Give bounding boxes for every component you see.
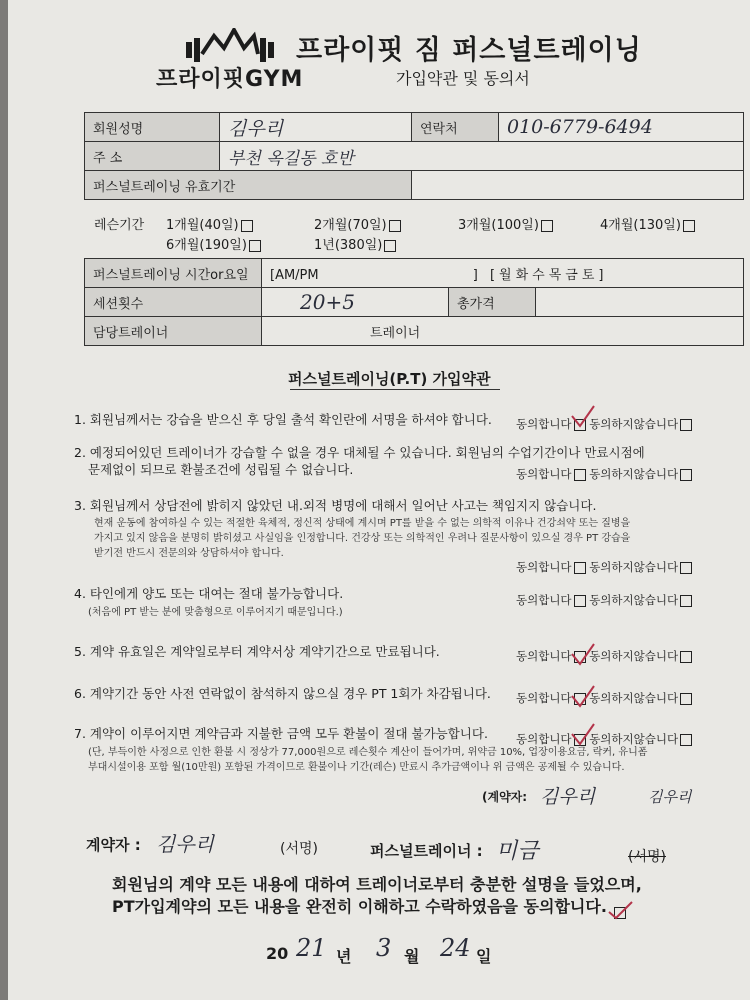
agreement-statement: 회원님의 계약 모든 내용에 대하여 트레이너로부터 충분한 설명을 들었으며, PT가입계약의 모든 내용을 완전히 이해하고 수락하였음을 동의합니다. [112, 875, 642, 916]
term-item: 5. 계약 유효일은 계약일로부터 계약서상 계약기간으로 만료됩니다. [74, 644, 440, 659]
checkbox[interactable] [680, 651, 692, 663]
time-bracket: ] [472, 267, 478, 283]
trainer-signature[interactable]: 미금 [496, 839, 539, 864]
checkbox[interactable] [680, 693, 692, 705]
term-note: 받기전 반드시 전문의와 상담하셔야 합니다. [94, 548, 284, 559]
time-label: 퍼스널트레이닝 시간or요일 [85, 259, 262, 288]
contractor-signature[interactable]: 김우리 [648, 788, 692, 806]
checkbox[interactable] [574, 562, 586, 574]
lesson-option[interactable]: 4개월(130일) [600, 214, 695, 233]
logo-text: 프라이핏GYM [156, 67, 304, 92]
name-label: 회원성명 [85, 113, 220, 142]
time-value[interactable]: [AM/PM [270, 267, 319, 283]
checkbox[interactable] [541, 220, 553, 232]
lesson-option[interactable]: 6개월(190일) [166, 234, 261, 253]
agree-option[interactable]: 동의합니다 동의하지않습니다 [516, 416, 692, 432]
checkbox[interactable] [680, 595, 692, 607]
checkbox[interactable] [241, 220, 253, 232]
session-label: 세션횟수 [85, 288, 262, 317]
days-value[interactable]: [월화수목금토] [489, 267, 608, 283]
lesson-option[interactable]: 1개월(40일) [166, 214, 253, 233]
term-item: 7. 계약이 이루어지면 계약금과 지불한 금액 모두 환불이 절대 불가능합니다. [74, 726, 488, 741]
bottom-contractor-label: 계약자 : [86, 836, 141, 854]
date-prefix: 20 [266, 944, 289, 963]
term-item: 2. 예정되어있던 트레이너가 강습할 수 없을 경우 대체될 수 있습니다. 회원님의 수업기간이나 만료시점에 [74, 445, 645, 460]
agree-option[interactable]: 동의합니다 동의하지않습니다 [516, 731, 692, 747]
checkbox[interactable] [680, 562, 692, 574]
term-item: 6. 계약기간 동안 사전 연락없이 참석하지 않으실 경우 PT 1회가 차감됩니다. [74, 686, 491, 701]
page-title: 프라이핏 짐 퍼스널트레이닝 [296, 35, 642, 66]
term-item: 3. 회원님께서 상담전에 밝히지 않았던 내.외적 병명에 대해서 일어난 사고는 책임지지 않습니다. [74, 498, 597, 513]
lesson-option[interactable]: 2개월(70일) [314, 214, 401, 233]
check-mark-icon [606, 898, 636, 922]
term-item: 4. 타인에게 양도 또는 대여는 절대 불가능합니다. [74, 586, 344, 601]
trainer-value[interactable]: 트레이너 [370, 325, 421, 341]
date-year[interactable]: 21 [296, 934, 327, 962]
price-label: 총가격 [449, 288, 536, 317]
date-month[interactable]: 3 [376, 934, 392, 962]
price-value[interactable] [536, 288, 744, 317]
divider [290, 389, 500, 390]
agree-option[interactable]: 동의합니다 동의하지않습니다 [516, 648, 692, 664]
checkbox[interactable] [574, 469, 586, 481]
member-info-table [84, 112, 744, 200]
agree-option[interactable]: 동의합니다 동의하지않습니다 [516, 592, 692, 608]
date-month-unit: 월 [404, 947, 420, 966]
checkbox[interactable] [574, 595, 586, 607]
trainer-sign-label: (서명) [628, 849, 666, 865]
check-mark-icon [568, 640, 598, 670]
check-mark-icon [568, 720, 598, 750]
checkbox[interactable] [680, 469, 692, 481]
sign-label: (서명) [280, 841, 318, 857]
checkbox[interactable] [389, 220, 401, 232]
page-subtitle: 가입약관 및 동의서 [396, 69, 530, 88]
date-day[interactable]: 24 [440, 934, 471, 962]
check-mark-icon [568, 402, 598, 432]
session-value[interactable]: 20+5 [300, 290, 355, 314]
term-note: (처음에 PT 받는 분에 맞춤형으로 이루어지기 때문입니다.) [88, 607, 343, 618]
checkbox[interactable] [680, 419, 692, 431]
contract-paper [8, 0, 750, 1000]
name-value[interactable]: 김우리 [228, 117, 284, 140]
trainer-sign-label-text: 퍼스널트레이너 : [370, 842, 483, 860]
agree-option[interactable]: 동의합니다 동의하지않습니다 [516, 559, 692, 575]
contractor-label: (계약자: [482, 790, 528, 804]
session-info-table [84, 258, 744, 346]
checkbox[interactable] [680, 734, 692, 746]
period-label: 퍼스널트레이닝 유효기간 [85, 171, 412, 200]
bottom-contractor-name[interactable]: 김우리 [156, 832, 214, 856]
check-mark-icon [568, 682, 598, 712]
checkbox[interactable] [384, 240, 396, 252]
date-day-unit: 일 [476, 947, 492, 966]
lesson-option[interactable]: 1년(380일) [314, 234, 396, 253]
dumbbell-crown-icon [184, 28, 276, 62]
terms-title: 퍼스널트레이닝(P.T) 가입약관 [288, 370, 491, 388]
checkbox[interactable] [683, 220, 695, 232]
term-item-cont: 문제없이 되므로 환불조건에 성립될 수 없습니다. [88, 462, 354, 477]
phone-value[interactable]: 010-6779-6494 [507, 116, 653, 138]
term-note: (단, 부득이한 사정으로 인한 환불 시 정상가 77,000원으로 레슨횟수 계산이 들어가며, 위약금 10%, 업장이용요금, 락커, 유니폼 [88, 747, 648, 758]
term-item: 1. 회원님께서는 강습을 받으신 후 당일 출석 확인란에 서명을 하셔야 합니다. [74, 412, 492, 427]
phone-label: 연락처 [412, 113, 499, 142]
address-label: 주 소 [85, 142, 220, 171]
term-note: 현재 운동에 참여하실 수 있는 적절한 육체적, 정신적 상태에 계시며 PT를 받을 수 없는 의학적 이유나 건강쇠약 또는 질병을 [94, 518, 631, 529]
contractor-name[interactable]: 김우리 [540, 786, 596, 808]
lesson-label: 레슨기간 [94, 218, 145, 233]
agree-option[interactable]: 동의합니다 동의하지않습니다 [516, 690, 692, 706]
agree-option[interactable]: 동의합니다 동의하지않습니다 [516, 466, 692, 482]
trainer-label: 담당트레이너 [85, 317, 262, 346]
address-value[interactable]: 부천 옥길동 호반 [228, 148, 354, 169]
checkbox[interactable] [249, 240, 261, 252]
term-note: 가지고 있지 않음을 분명히 밝히셨고 사실임을 인정합니다. 건강상 또는 의학적인 우려나 질문사항이 있으실 경우 PT 강습을 [94, 533, 631, 544]
lesson-option[interactable]: 3개월(100일) [458, 214, 553, 233]
term-note: 부대시설이용 포함 월(10만원) 포함된 가격이므로 환불이나 기간(레슨) 만료시 추가금액이나 위 금액은 공제될 수 있습니다. [88, 762, 625, 773]
date-year-unit: 년 [336, 947, 352, 966]
